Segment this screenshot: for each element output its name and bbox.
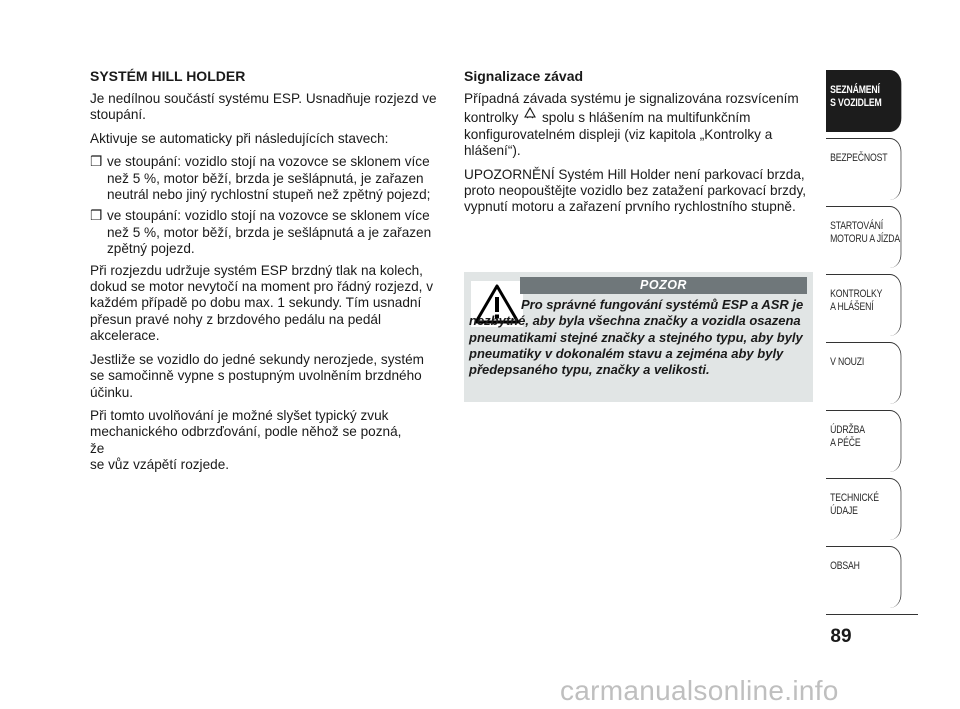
warning-box — [464, 272, 813, 402]
paragraph-release-sound — [90, 408, 442, 474]
tab-label: A HLÁŠENÍ — [830, 300, 874, 313]
tab-chapter[interactable] — [826, 546, 901, 608]
section-heading-fault-signal: Signalizace závad — [464, 68, 584, 84]
text-line: Při tomto uvolňování je možné slyšet typický zvuk — [90, 407, 389, 423]
tab-label: ÚDRŽBA — [830, 424, 865, 436]
text-line: se vůz vzápětí rozjede. — [90, 457, 230, 473]
list-item-text: ve stoupání: vozidlo stojí na vozovce se sklonem více než 5 %, motor běží, brzda je sešlápnutá a je zařazen zpětný pojezd. — [107, 208, 432, 257]
text-line: že — [90, 440, 105, 456]
tab-chapter[interactable] — [826, 274, 901, 336]
section-heading-hill-holder: SYSTÉM HILL HOLDER — [90, 68, 246, 84]
list-item-text: ve stoupání: vozidlo stojí na vozovce se sklonem více než 5 %, motor běží, brzda je sešlápnutá, je zařazen neutrál nebo jiný rychlostní stupeň než zpětný pojezd; — [107, 154, 431, 203]
warning-text: Pro správné fungování systémů ESP a ASR je nezbytné, aby byla všechna značky a vozidla osazena pneumatikami stejné značky a stejného typu, aby byly pneumatiky v dokonalém stavu a zejména aby byly předepsaného typu, značky a velikosti. — [469, 297, 804, 378]
checkbox-bullet-icon: ❒ — [90, 208, 103, 224]
warning-header: POZOR — [520, 277, 807, 294]
tab-chapter[interactable] — [826, 342, 901, 404]
watermark: carmanualsonline.info — [560, 675, 839, 706]
tab-label: TECHNICKÉ — [830, 492, 879, 504]
tab-label: ÚDAJE — [830, 504, 858, 517]
tab-label: S VOZIDLEM — [830, 96, 882, 109]
tab-chapter[interactable] — [826, 138, 901, 200]
paragraph-fault-text-a: Případná závada systému je signalizována rozsvícením kontrolky — [464, 91, 799, 126]
tab-label: BEZPEČNOST — [830, 152, 888, 164]
paragraph-activation: Aktivuje se automaticky při následujících stavech: — [90, 130, 389, 146]
page-number: 89 — [830, 626, 852, 647]
paragraph-auto-off: Jestliže se vozidlo do jedné sekundy nerozjede, systém se samočinně vypne s postupným uvolněním brzdného účinku. — [90, 351, 424, 400]
list-item — [90, 208, 442, 257]
tabs-divider — [826, 614, 918, 615]
tab-label: SEZNÁMENÍ — [830, 84, 880, 96]
tab-chapter[interactable] — [826, 70, 901, 132]
text-line: mechanického odbrzďování, podle něhož se pozná, — [90, 424, 402, 440]
list-item — [90, 154, 442, 203]
paragraph-brake-pressure: Při rozjezdu udržuje systém ESP brzdný tlak na kolech, dokud se motor nevytočí na moment pro řádný rozjezd, v každém případě po dobu max. 1 sekundy. Tím usnadní přesun pravé nohy z brzdového pedálu na pedál akcelerace. — [90, 262, 434, 344]
paragraph-fault — [464, 91, 814, 160]
esp-warning-lamp-icon — [524, 107, 536, 124]
tab-label: KONTROLKY — [830, 288, 883, 300]
tab-label: V NOUZI — [830, 356, 865, 368]
tab-label: MOTORU A JÍZDA — [830, 232, 901, 245]
tab-chapter[interactable] — [826, 206, 901, 268]
left-column — [90, 68, 442, 481]
tab-label: OBSAH — [830, 560, 860, 572]
tab-chapter[interactable] — [826, 478, 901, 540]
tab-label: A PÉČE — [830, 436, 861, 449]
chapter-tabs — [826, 70, 918, 614]
paragraph-intro: Je nedílnou součástí systému ESP. Usnadňuje rozjezd ve stoupání. — [90, 91, 437, 123]
tab-label: STARTOVÁNÍ — [830, 220, 884, 232]
right-column — [464, 68, 814, 223]
paragraph-upozorneni: UPOZORNĚNÍ Systém Hill Holder není parkovací brzda, proto neopouštějte vozidlo bez zatažení parkovací brzdy, vypnutí motoru a zařazení prvního rychlostního stupně. — [464, 166, 807, 215]
paragraph-fault-text-b: spolu s hlášením na multifunkčním konfigurovatelném displeji (viz kapitola „Kontrolky a hlášení“). — [464, 110, 773, 159]
checkbox-bullet-icon: ❒ — [90, 154, 103, 170]
tab-chapter[interactable] — [826, 410, 901, 472]
